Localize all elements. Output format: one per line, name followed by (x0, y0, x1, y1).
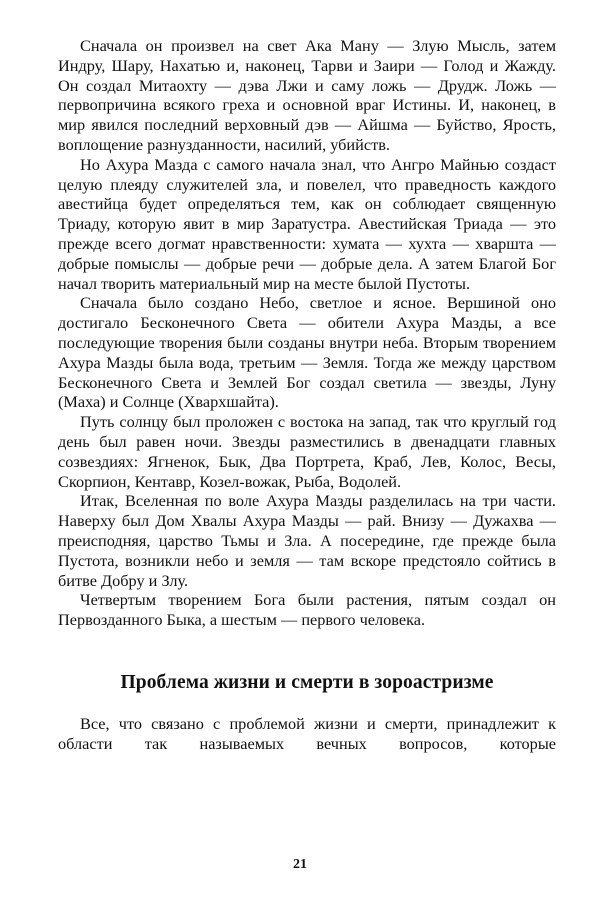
page-number: 21 (293, 857, 307, 872)
section-title: Проблема жизни и смерти в зороастризме (120, 671, 494, 693)
paragraph: Сначала он произвел на свет Ака Ману — Злую Мысль, затем Индру, Шару, Нахатью и, наконец, Тарви и Заири — Голод и Жажду. Он создал Митаохту — дэва Лжи и саму ложь — Друдж. Ложь — первопричина всякого греха и основной враг Истины. И, наконец, в мир явился последний верховный дэв — Айшма — Буйство, Ярость, воплощение разнузданности, насилий, убийств. (58, 36, 556, 154)
paragraph: Но Ахура Мазда с самого начала знал, что Ангро Майнью создаст целую плеяду служителей зла, и повелел, что праведность каждого авестийца будет определяться тем, как он соблюдает священную Триаду, которую явит в мир Заратустра. Авестийская Триада — это прежде всего догмат нравственности: хумата — хухта — хваршта — добрые помыслы — добрые речи — добрые дела. А затем Благой Бог начал творить материальный мир на месте былой Пустоты. (58, 154, 556, 293)
paragraph: Итак, Вселенная по воле Ахура Мазды разделилась на три части. Наверху был Дом Хвалы Ахура Мазды — рай. Внизу — Дужахва — преисподняя, царство Тьмы и Зла. А посередине, где прежде была Пустота, возникли небо и земля — там вскоре предстояло сойтись в битве Добру и Злу. (58, 491, 556, 590)
paragraph: Сначала было создано Небо, светлое и ясное. Вершиной оно достигало Бесконечного Света — обители Ахура Мазды, а все последующие творения были созданы внутри неба. Вторым творением Ахура Мазды была вода, третьим — Земля. Тогда же между царством Бесконечного Света и Землей Бог создал светила — звезды, Луну (Маха) и Солнце (Хвархшайта). (58, 293, 556, 412)
paragraph: Путь солнцу был проложен с востока на запад, так что круглый год день был равен ночи. Звезды разместились в двенадцати главных созвездиях: Ягненок, Бык, Два Портрета, Краб, Лев, Колос, Весы, Скорпион, Кентавр, Козел-вожак, Рыба, Водолей. (58, 412, 556, 491)
body-text-top (58, 36, 556, 630)
paragraph: Все, что связано с проблемой жизни и смерти, принадлежит к области так называемых вечных вопросов, которые (58, 713, 556, 753)
paragraph: Четвертым творением Бога были растения, пятым создал он Первозданного Быка, а шестым — первого человека. (58, 590, 556, 630)
body-text-bottom (58, 714, 556, 754)
